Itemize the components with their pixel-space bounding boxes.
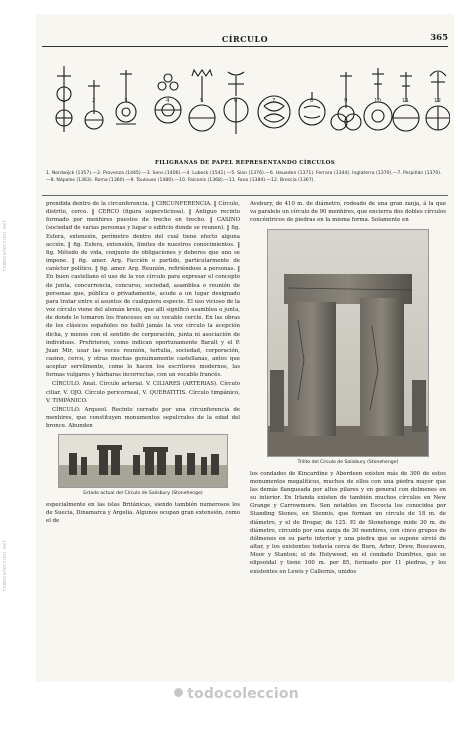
bottom-watermark [0, 686, 473, 702]
section-rule [42, 195, 448, 196]
symbol-number: 1 [62, 98, 66, 104]
filigree-symbol-2 [85, 80, 103, 129]
photo-caption-trilithon: Trilito del Círculo de Salisbury (Stonehenge) [297, 460, 399, 466]
page-number: 365 [430, 33, 448, 43]
symbol-number: 9 [344, 98, 348, 104]
header-rule [42, 46, 448, 47]
symbol-number: 5 [200, 98, 204, 104]
symbol-number: 12 [434, 98, 441, 104]
photo-caption-small: Estado actual del Círculo de Salisbury (Stonehenge) [83, 491, 203, 497]
symbol-number: 7 [272, 98, 276, 104]
side-watermark-lower: todocoleccion.net [2, 540, 8, 592]
filigree-symbol-8 [299, 92, 325, 125]
paragraph-stone-circles: los condados de Kincardine y Aberdeen existen más de 300 de estos monumentos megalíticos, muchos de ellos con una piedra mayor que las demás flanqueada por altos pilares y en general con dolmenes en su interior. En Irlanda existen de también muchos círculos en New Grange y Carrowmore. Son notables en Escocia los conocidos por Standing Stones, en Stennis, que forman un círculo de 18 m. de diámetro, y el de Brogar, de 125. El de Stonehenge mide 30 m. de diámetro, circuido por una zanja de 30 menhires, con cinco grupos de dólmenes en su parte interior y una piedra que se supone sirvió de altar, y los existentes todavía cerca de Burn, Arbor, Drew, Boscawen, Moor y Stanton; el de Holywood, en el condado Dumfries, que se elipsoidal y tiene 100 m. por 85, formado por 11 piedras, y los existentes en Lewis y Callernis, unidos [250, 470, 446, 575]
filigree-symbol-3 [116, 70, 136, 124]
text-column-left [46, 200, 240, 525]
bottom-watermark-text: todocoleccion [187, 686, 299, 702]
watermark-symbols-figure [42, 62, 450, 158]
trilithon-image [268, 230, 428, 456]
symbol-number: 6 [234, 98, 238, 104]
paragraph-definitions: prendida dentro de la circunferencia. ‖ CIRCUNFERENCIA. ‖ Círculo, distrito, cerco. ‖ CERCO (figura supersticiosa). ‖ Antiguo recinto formado por menhires puestos de trecho en trecho. ‖ CASINO (sociedad de varias personas y lugar o edificio donde se reunen). ‖ fig. Esfera, extensión, perímetro dentro del cual tiene efecto alguna acción. ‖ fig. Esfera, extensión, límites de nuestros conocimientos. ‖ fig. Método de vida, conjunto de obligaciones y deberes que uno se impone. ‖ fig. amer. Arg. Facción o partido, particularmente de carácter político. ‖ fig. amer. Arg. Reunión, refiriéndose a personas. ‖ En buen castellano el uso de la voz círculo para expresar el concepto de junta, concurrencia, concurso, sociedad, asamblea o reunión de personas que, pública o privadamente, acude a un lugar designado para tratar entre sí asuntos de cualquiera especie. El uso vicioso de la voz círculo viene del alemán kreis, que allí significó asamblea o junta, de donde lo tomaron los franceses en su vocablo cercle. En las obras de los clásicos españoles no halló jamás la voz círculo la acepción dicha, y menos con el sentido de corporación, junta ni asociación de individuos. Prefirieron, como indican oportunamente Baralt y el P. Juan Mir, usar las voces reunión, tertulia, sociedad, corporación, casino, cerco, y otras muchas genuinamente castellanas, antes que aceptar servilmente, como lo hacen los escritores modernos, las formas vulgares y bárbaras incorrectas, con un vocablo francés. [46, 201, 240, 379]
paragraph-archaeology: CÍRCULO. Arqueol. Recinto cerrado por una circunferencia de menhires, que constituyen monumentos sepulcrales de la edad del bronce. Abunden [46, 406, 240, 430]
book-page [36, 14, 454, 682]
trilithon-photo [267, 229, 429, 457]
text-column-right [250, 200, 446, 576]
symbol-number: 8 [310, 98, 314, 104]
symbol-number: 11 [402, 98, 409, 104]
symbol-number: 3 [124, 98, 128, 104]
paragraph-anatomy: CÍRCULO. Anat. Círculo arterial. V. CILIARES (ARTERIAS). Círculo ciliar, V. OJO. Círculo pericorneal, V. QUERATITIS. Círculo timpánico, V. TIMPÁNICO. [46, 381, 240, 404]
watermark-logo-icon [174, 688, 183, 697]
page-header-title: CÍRCULO [221, 34, 269, 44]
figure-legend-filigranas: 1. Nordwijck (1357).—2. Provenza (1445).—3. Sens (1406).—4. Lubeck (1541).—5. Sion (1376).—6. Haueden (1371). Ferrara (1344). Inglaterra (1370).—7. Perpiñán (1370).—8. Nápoles (1363). Roma (1360).—9. Toulouse (1480).—10. Falconis (1368).—11. Fano (1384).—12. Brescia (1367). [46, 171, 442, 183]
side-watermark: todocoleccion.net [2, 220, 8, 272]
figure-caption-filigranas: FILIGRANAS DE PAPEL REPRESENTANDO CÍRCULOS [155, 160, 335, 166]
stonehenge-ruins-image [59, 435, 227, 487]
paragraph-continued: especialmente en las islas Británicas, siendo también numerosos los de Suecia, Dinamarca y Argelia. Algunos ocupan gran extensión, como el de [46, 501, 240, 524]
symbol-number: 10 [374, 98, 381, 104]
paragraph-avebury: Avebury, de 410 m. de diámetro, rodeado de una gran zanja, á la que va paralelo un círculo de 90 menhires, que encierra dos dobles círculos concéntricos de piedras en la misma forma. Solamente en [250, 201, 446, 224]
symbol-number: 4 [166, 98, 170, 104]
symbol-number: 2 [92, 98, 96, 104]
stonehenge-photo-small [58, 434, 228, 488]
